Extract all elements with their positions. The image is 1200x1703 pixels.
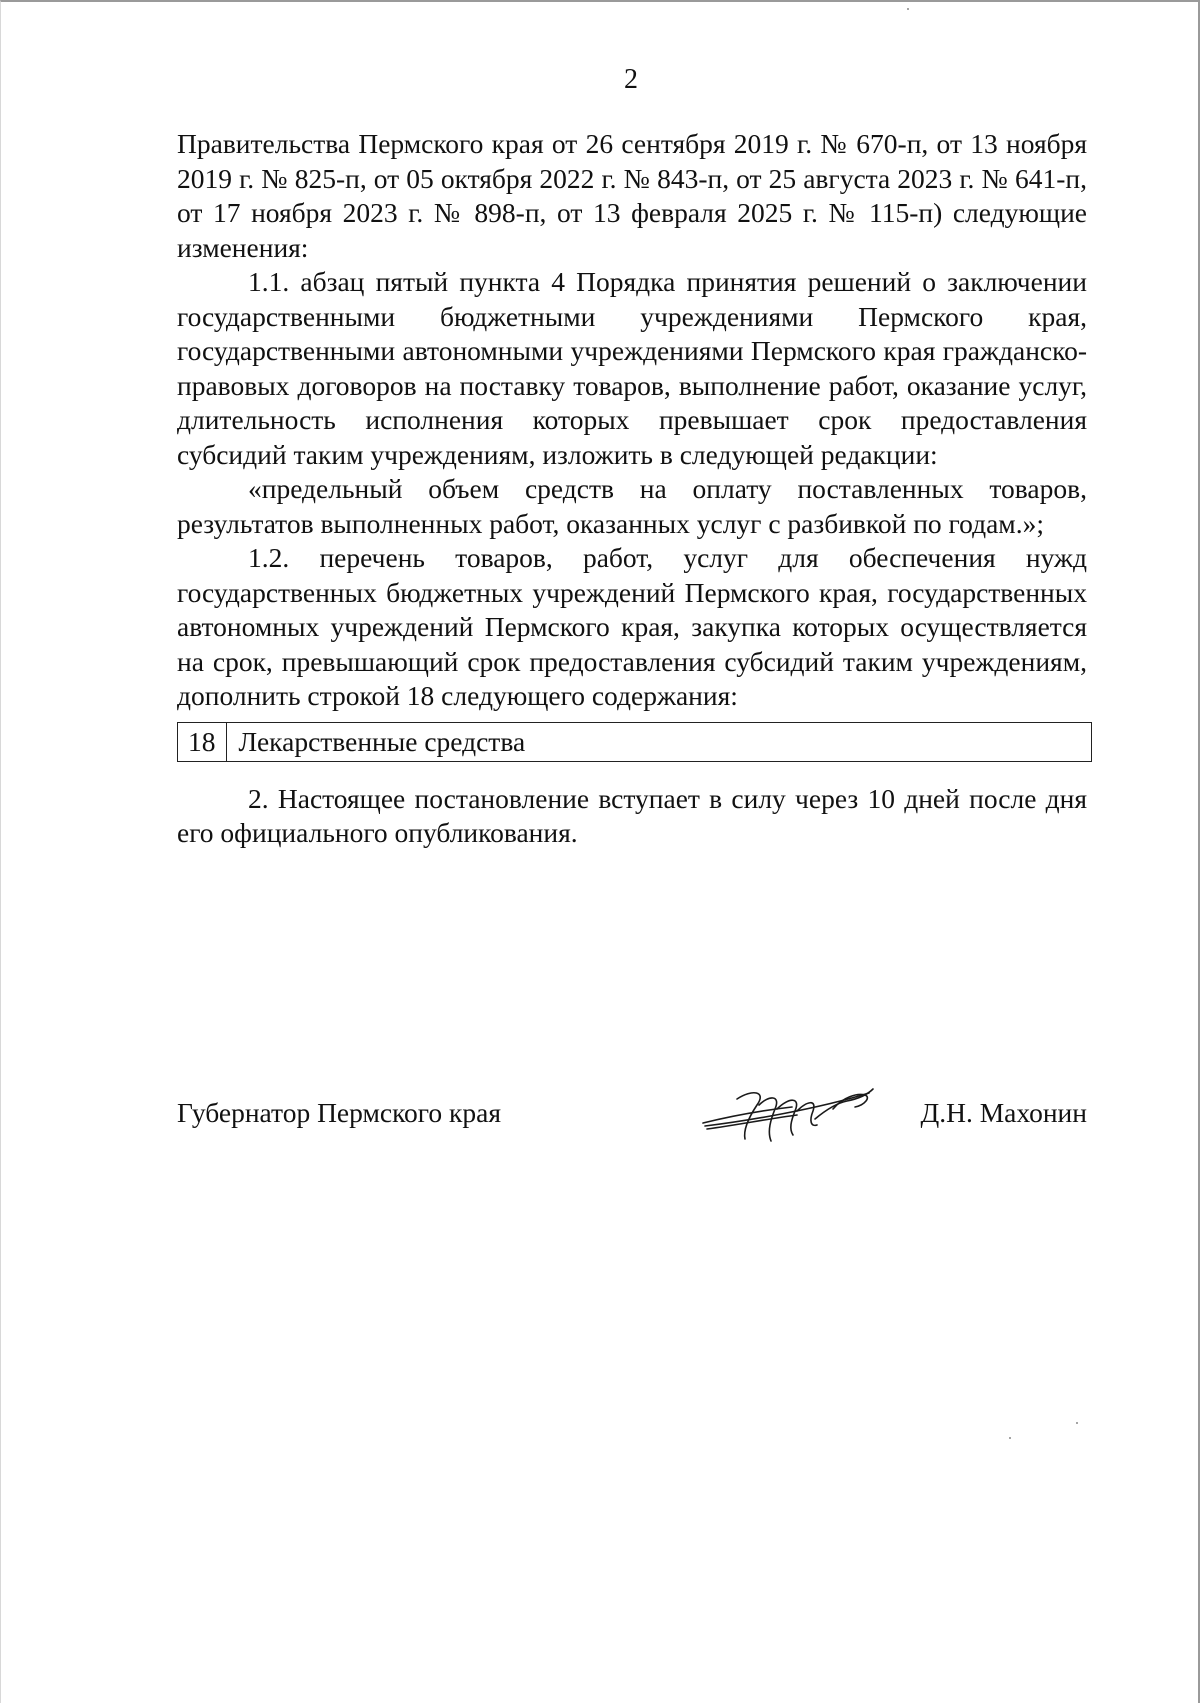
paragraph-effective-date: 2. Настоящее постановление вступает в силу через 10 дней после дня его официального опубликования. — [177, 782, 1087, 848]
page-number: 2 — [624, 64, 638, 95]
paragraph-item-1-2: 1.2. перечень товаров, работ, услуг для обеспечения нужд государственных бюджетных учреждений Пермского края, государственных автономных учреждений Пермского края, закупка которых осуществляется на срок, превышающий срок предоставления субсидий таким учреждениям, дополнить строкой 18 следующего содержания: — [177, 542, 1087, 711]
table-row-number: 18 — [178, 722, 227, 761]
amendment-table — [177, 722, 1092, 762]
paragraph-item-1-1: 1.1. абзац пятый пункта 4 Порядка принятия решений о заключении государственными бюджетными учреждениями Пермского края, государственными автономными учреждениями Пермского края гражданско-правовых договоров на поставку товаров, выполнение работ, оказание услуг, длительность исполнения которых превышает срок предоставления субсидий таким учреждениям, изложить в следующей редакции: — [177, 266, 1087, 470]
table-row-text: Лекарственные средства — [226, 722, 1092, 761]
paragraph-quoted-text: «предельный объем средств на оплату поставленных товаров, результатов выполненных работ, оказанных услуг с разбивкой по годам.»; — [177, 473, 1087, 539]
signature-block — [177, 1097, 1087, 1167]
scan-speck — [907, 8, 909, 10]
scan-speck — [1009, 1437, 1011, 1439]
document-body — [177, 127, 1087, 851]
paragraph-continuation: Правительства Пермского края от 26 сентября 2019 г. № 670-п, от 13 ноября 2019 г. № 825-п, от 05 октября 2022 г. № 843-п, от 25 августа 2023 г. № 641-п, от 17 ноября 2023 г. № 898-п, от 13 февраля 2025 г. № 115-п) следующие изменения: — [177, 128, 1087, 263]
handwritten-signature — [697, 1079, 877, 1149]
signer-name: Д.Н. Махонин — [920, 1097, 1087, 1128]
signer-position: Губернатор Пермского края — [177, 1097, 501, 1128]
table-row — [178, 722, 1092, 761]
scan-speck — [1076, 1422, 1078, 1424]
